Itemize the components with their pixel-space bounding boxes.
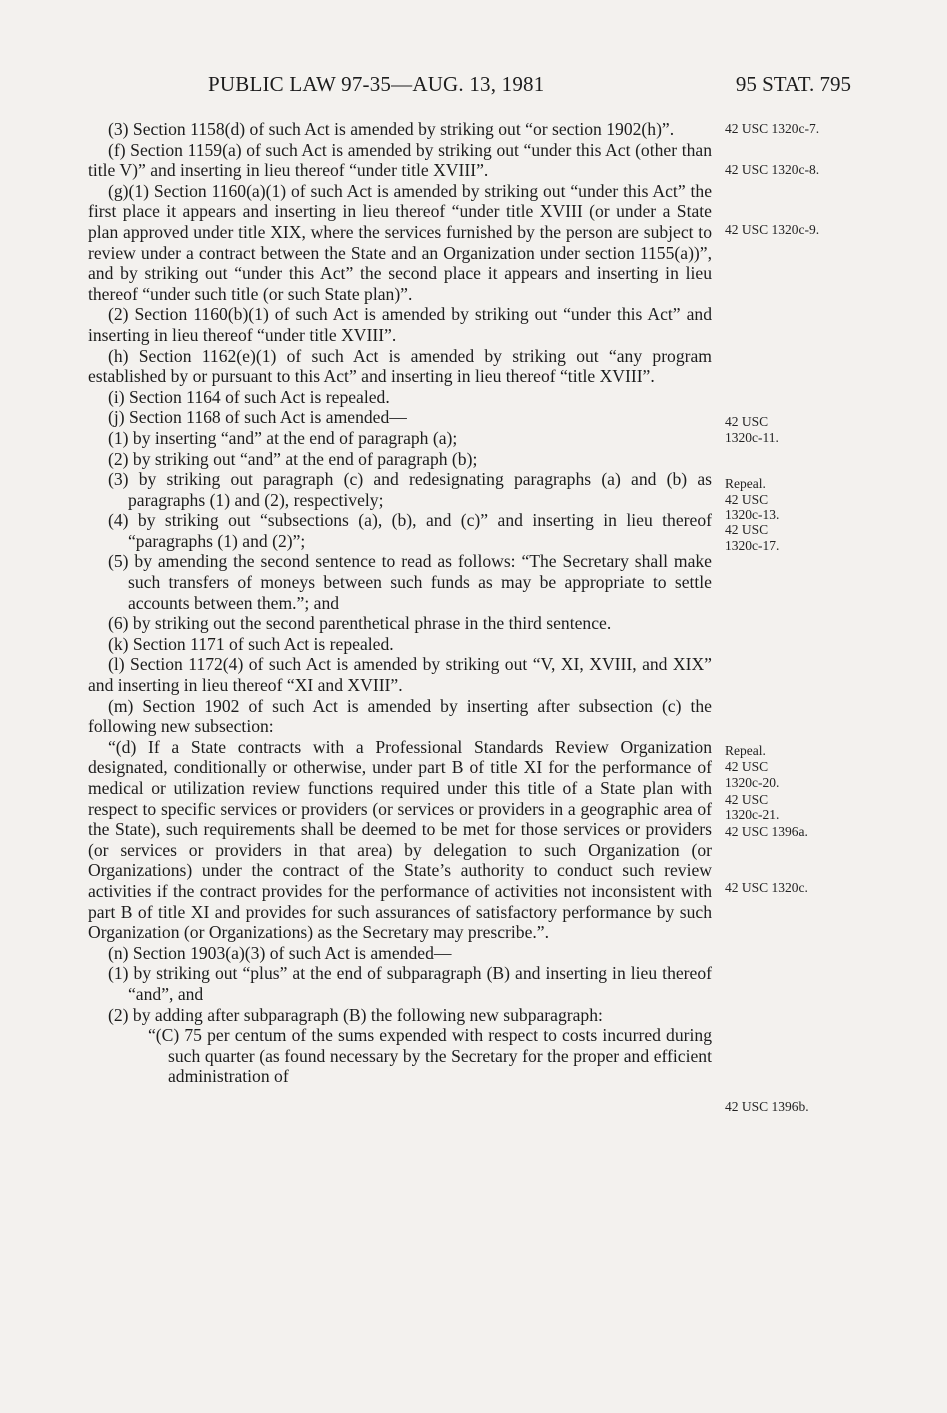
- margin-note: 1320c-21.: [725, 807, 780, 822]
- margin-note: 42 USC 1396a.: [725, 824, 808, 839]
- margin-note: 42 USC: [725, 522, 769, 537]
- paragraph-h: (h) Section 1162(e)(1) of such Act is amended by striking out “any program established by or pursuant to this Act” and inserting in lieu thereof “title XVIII”.: [88, 345, 712, 387]
- paragraph-j3: (3) by striking out paragraph (c) and redesignating paragraphs (a) and (b) as paragraphs (1) and (2), respectively;: [108, 469, 712, 510]
- quoted-subparagraph-c: “(C) 75 per centum of the sums expended with respect to costs incurred during such quarter (as found necessary by the Secretary for the proper and efficient administration of: [148, 1025, 712, 1087]
- paragraph-j1: (1) by inserting “and” at the end of paragraph (a);: [108, 427, 458, 448]
- margin-note: 1320c-17.: [725, 538, 780, 553]
- margin-note: Repeal.: [725, 743, 766, 758]
- paragraph-n: (n) Section 1903(a)(3) of such Act is amended—: [108, 942, 452, 963]
- page-header: [0, 72, 947, 104]
- margin-note: 42 USC 1320c-9.: [725, 222, 820, 237]
- margin-note: Repeal.: [725, 476, 766, 491]
- paragraph-j5: (5) by amending the second sentence to read as follows: “The Secretary shall make such transfers of moneys between such funds as may be appropriate to settle accounts between them.”; and: [108, 551, 712, 613]
- paragraph-j4: (4) by striking out “subsections (a), (b), and (c)” and inserting in lieu thereof “paragraphs (1) and (2)”;: [108, 510, 712, 551]
- margin-note: 42 USC 1320c.: [725, 880, 808, 895]
- margin-note: 42 USC: [725, 759, 769, 774]
- paragraph-e3: (3) Section 1158(d) of such Act is amended by striking out “or section 1902(h)”.: [108, 119, 675, 139]
- margin-note: 1320c-20.: [725, 775, 780, 790]
- paragraph-n2: (2) by adding after subparagraph (B) the following new subparagraph:: [108, 1004, 603, 1025]
- margin-note: 42 USC: [725, 492, 769, 507]
- margin-note: 1320c-13.: [725, 507, 780, 522]
- paragraph-f: (f) Section 1159(a) of such Act is amended by striking out “under this Act (other than title V)” and inserting in lieu thereof “under title XVIII”.: [88, 139, 712, 181]
- paragraph-i: (i) Section 1164 of such Act is repealed.: [108, 386, 390, 407]
- paragraph-j: (j) Section 1168 of such Act is amended—: [108, 407, 407, 428]
- quoted-subsection-d: “(d) If a State contracts with a Professional Standards Review Organization designated, conditionally or otherwise, under part B of title XI for the performance of medical or utilization review functions required under this title of a State plan with respect to specific services or providers (or services or providers in a geographic area of the State), such requirements shall be deemed to be met for those services or providers (or services or providers in that area) by delegation to such Organization (or Organizations) under the contract of the State’s authority to conduct such review activities if the contract provides for the performance of activities not inconsistent with part B of title XI and provides for such assurances of satisfactory performance by such Organization (or Organizations) as the Secretary may prescribe.”.: [88, 736, 712, 943]
- paragraph-l: (l) Section 1172(4) of such Act is amended by striking out “V, XI, XVIII, and XIX” and inserting in lieu thereof “XI and XVIII”.: [88, 654, 712, 696]
- paragraph-g2: (2) Section 1160(b)(1) of such Act is amended by striking out “under this Act” and inserting in lieu thereof “under title XVIII”.: [88, 304, 712, 345]
- margin-note: 42 USC 1396b.: [725, 1099, 809, 1114]
- margin-note: 42 USC 1320c-8.: [725, 162, 820, 177]
- paragraph-j6: (6) by striking out the second parenthetical phrase in the third sentence.: [108, 613, 612, 634]
- paragraph-n1: (1) by striking out “plus” at the end of subparagraph (B) and inserting in lieu thereof “and”, and: [108, 963, 712, 1004]
- margin-note: 42 USC: [725, 792, 769, 807]
- header-title: PUBLIC LAW 97-35—AUG. 13, 1981: [208, 72, 545, 96]
- header-stat-citation: 95 STAT. 795: [735, 72, 851, 96]
- paragraph-k: (k) Section 1171 of such Act is repealed.: [108, 633, 394, 654]
- paragraph-m: (m) Section 1902 of such Act is amended by inserting after subsection (c) the following new subsection:: [88, 695, 712, 737]
- margin-note: 1320c-11.: [725, 430, 779, 445]
- margin-note: 42 USC: [725, 414, 769, 429]
- paragraph-j2: (2) by striking out “and” at the end of paragraph (b);: [108, 448, 478, 469]
- body-text: [88, 119, 712, 1087]
- margin-note: 42 USC 1320c-7.: [725, 121, 820, 136]
- paragraph-g1: (g)(1) Section 1160(a)(1) of such Act is amended by striking out “under this Act” the first place it appears and inserting in lieu thereof “under title XVIII (or under a State plan approved under title XIX, where the services furnished by the person are subject to review under a contract between the State and an Organization under section 1155(a))”, and by striking out “under this Act” the second place it appears and inserting in lieu thereof “under such title (or such State plan)”.: [88, 180, 712, 304]
